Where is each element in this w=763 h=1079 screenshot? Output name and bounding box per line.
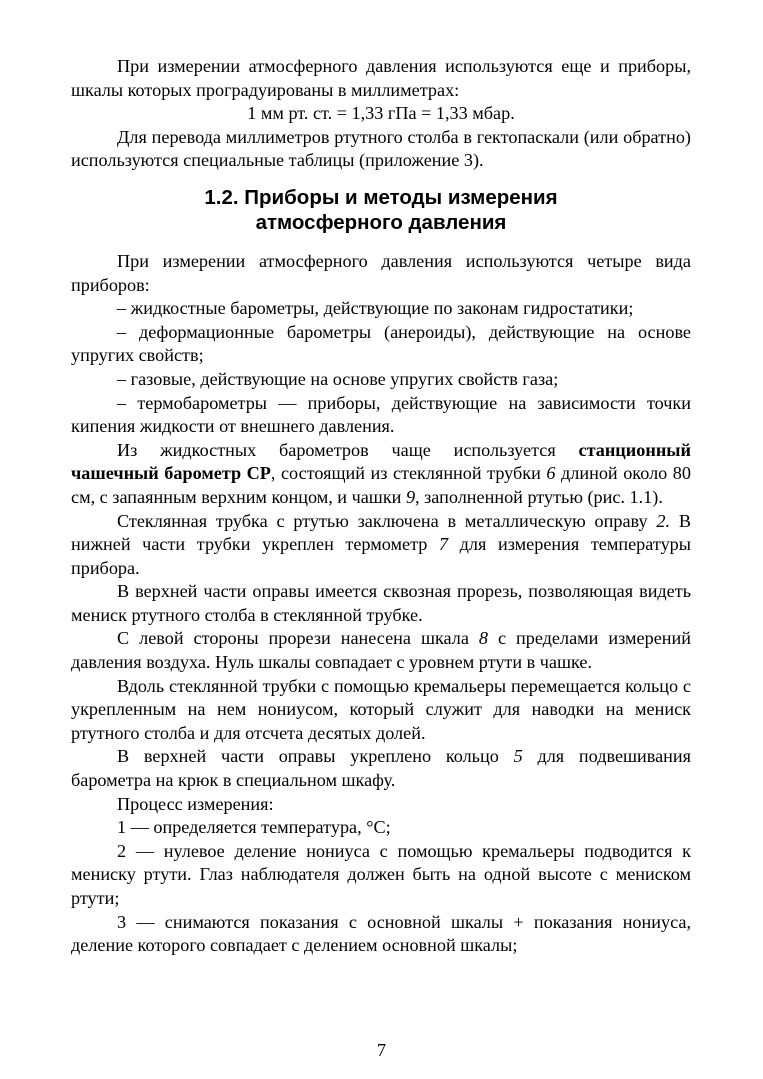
list-item: – термобарометры — приборы, действующие на зависимости точки кипения жидкости от внешнего давления. (71, 392, 691, 437)
process-step: 3 — снимаются показания с основной шкалы + показания нониуса, деление которого совпадает с делением основной шкалы; (71, 911, 691, 956)
section-heading-line-1: 1.2. Приборы и методы измерения (204, 185, 558, 209)
station-barometer-paragraph: Из жидкостных барометров чаще используется станционный чашечный барометр СР, состоящий из стеклянной трубки 6 длиной около 80 см, с запаянным верхним концом, и чашки 9, заполненной ртутью (рис. 1.1). (71, 439, 691, 507)
process-step: 1 — определяется температура, °С; (117, 817, 391, 838)
process-step: 2 — нулевое деление нониуса с помощью кремальеры подводится к мениску ртути. Глаз наблюдателя должен быть на одной высоте с мениском ртути; (71, 840, 691, 908)
ref-number: 2. (656, 510, 671, 531)
process-title: Процесс измерения: (117, 793, 274, 814)
instrument-types-paragraph: При измерении атмосферного давления используются четыре вида приборов: (71, 250, 691, 295)
section-heading (71, 185, 691, 236)
ring-paragraph: В верхней части оправы укреплено кольцо 5 для подвешивания барометра на крюк в специальном шкафу. (71, 746, 692, 791)
slot-paragraph: В верхней части оправы имеется сквозная прорезь, позволяющая видеть мениск ртутного столба в стеклянной трубке. (71, 581, 691, 625)
vernier-paragraph: Вдоль стеклянной трубки с помощью кремальеры перемещается кольцо с укрепленным на нем нониусом, который служит для наводки на мениск ртутного столба и для отсчета десятых долей. (71, 675, 691, 743)
conversion-formula: 1 мм рт. ст. = 1,33 гПа = 1,33 мбар. (247, 103, 515, 124)
station-barometer-term: станционный чашечный барометр СР (71, 439, 691, 484)
section-heading-line-2: атмосферного давления (255, 211, 507, 235)
page-number: 7 (377, 1040, 386, 1060)
ref-number: 7 (438, 534, 449, 555)
intro-paragraph: При измерении атмосферного давления используются еще и приборы, шкалы которых проградуированы в миллиметрах: (71, 56, 691, 100)
page-content (71, 55, 691, 958)
ref-number: 6 (546, 463, 556, 484)
ref-number: 5 (513, 746, 523, 767)
list-item: – газовые, действующие на основе упругих свойств газа; (117, 368, 559, 389)
tube-paragraph: Стеклянная трубка с ртутью заключена в металлическую оправу 2. В нижней части трубки укреплен термометр 7 для измерения температуры прибора. (71, 510, 691, 578)
list-item: – жидкостные барометры, действующие по законам гидростатики; (117, 298, 634, 319)
scale-paragraph: С левой стороны прорези нанесена шкала 8 с пределами измерений давления воздуха. Нуль шкалы совпадает с уровнем ртути в чашке. (71, 628, 691, 673)
intro-paragraph-2: Для перевода миллиметров ртутного столба в гектопаскали (или обратно) используются специальные таблицы (приложение 3). (71, 126, 691, 171)
list-item: – деформационные барометры (анероиды), действующие на основе упругих свойств; (71, 321, 691, 366)
ref-number: 8 (478, 628, 488, 649)
ref-number: 9 (405, 486, 416, 507)
